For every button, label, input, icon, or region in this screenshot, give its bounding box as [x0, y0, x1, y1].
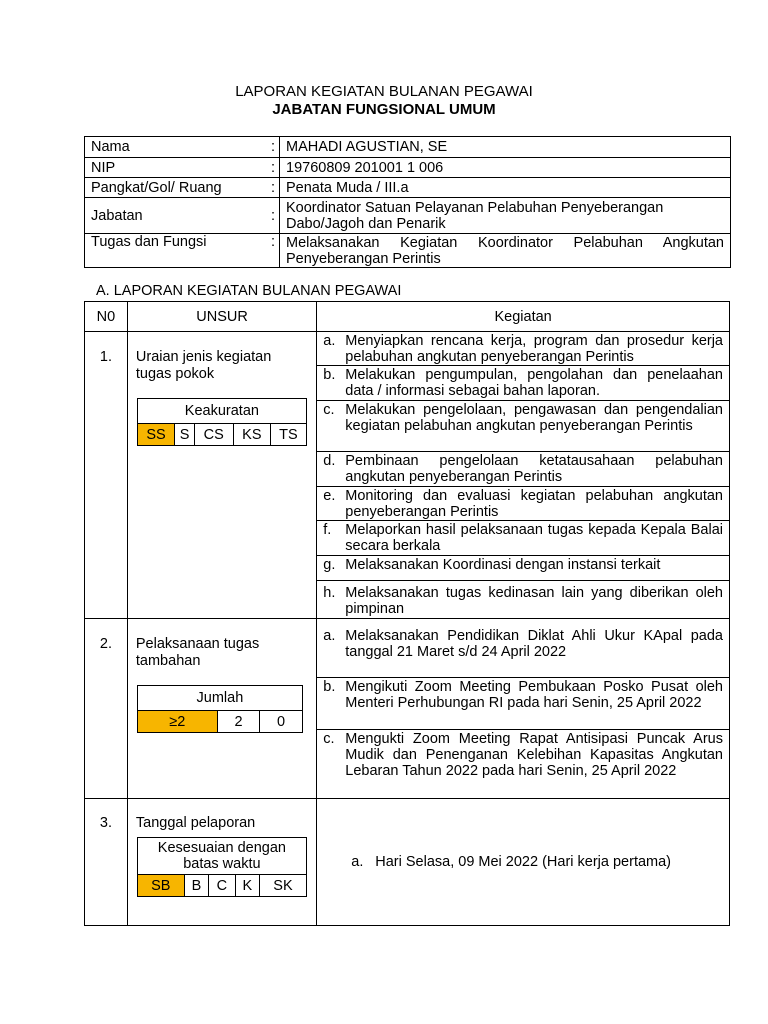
kegiatan-cell [317, 619, 730, 799]
item-text: Menyiapkan rencana kerja, program dan prosedur kerja pelabuhan angkutan penyeberangan Perintis [345, 333, 723, 365]
info-row-nama [85, 137, 731, 158]
item-text: Mengukti Zoom Meeting Rapat Antisipasi Puncak Arus Mudik dan Penenganan Kelebihan Kapasitas Angkutan Lebaran Tahun 2022 pada hari Senin, 25 April 2022 [345, 731, 723, 779]
table-header-row [85, 302, 730, 332]
list-item [317, 366, 729, 401]
unsur-text: Pelaksanaan tugas tambahan [135, 636, 260, 669]
row-number: 1. [85, 332, 128, 619]
item-letter: f. [323, 522, 332, 538]
item-letter: c. [323, 402, 335, 418]
list-item [317, 332, 729, 366]
item-text: Melaksanakan Pendidikan Diklat Ahli Ukur KApal pada tanggal 21 Maret s/d 24 April 2022 [345, 628, 723, 660]
table-row [85, 619, 730, 799]
info-colon: : [267, 234, 280, 268]
kesesuaian-scale [137, 837, 307, 897]
item-text: Melaksanakan tugas kedinasan lain yang diberikan oleh pimpinan [345, 585, 723, 617]
item-text: Melakukan pengumpulan, pengolahan dan penelaahan data / informasi sebagai bahan laporan. [345, 367, 723, 399]
list-item [317, 581, 729, 618]
unsur-cell [127, 619, 316, 799]
unsur-cell [127, 332, 316, 619]
header-kegiatan: Kegiatan [317, 302, 730, 332]
scale-option: TS [271, 424, 307, 446]
item-text: Pembinaan pengelolaan ketatausahaan pelabuhan angkutan penyeberangan Perintis [345, 453, 723, 485]
info-label: Tugas dan Fungsi [85, 234, 268, 268]
info-colon: : [267, 178, 280, 198]
info-row-nip [85, 158, 731, 178]
scale-option-highlighted: SB [137, 875, 184, 897]
list-item [317, 401, 729, 452]
list-item [317, 521, 729, 556]
report-subtitle: JABATAN FUNGSIONAL UMUM [272, 101, 496, 118]
list-item [317, 678, 729, 730]
section-a-heading: A. LAPORAN KEGIATAN BULANAN PEGAWAI [96, 283, 402, 299]
item-letter: b. [323, 367, 336, 383]
scale-option: K [235, 875, 260, 897]
info-row-pangkat [85, 178, 731, 198]
item-letter: a. [323, 333, 336, 349]
scale-option: 0 [260, 711, 303, 733]
list-item [317, 452, 729, 487]
list-item [317, 854, 729, 870]
kegiatan-cell [317, 332, 730, 619]
info-row-jabatan [85, 198, 731, 234]
scale-title: Jumlah [137, 686, 302, 711]
info-colon: : [267, 158, 280, 178]
info-value: MAHADI AGUSTIAN, SE [280, 137, 731, 158]
scale-option: SK [260, 875, 307, 897]
unsur-text: Uraian jenis kegiatan tugas pokok [135, 349, 272, 382]
scale-option: C [209, 875, 235, 897]
info-label: Jabatan [85, 198, 268, 234]
unsur-cell [127, 799, 316, 926]
scale-title: Kesesuaian dengan batas waktu [137, 838, 306, 875]
list-item [317, 619, 729, 678]
info-value: 19760809 201001 1 006 [280, 158, 731, 178]
scale-option: B [184, 875, 209, 897]
row-number: 3. [85, 799, 128, 926]
row-number: 2. [85, 619, 128, 799]
info-label: Pangkat/Gol/ Ruang [85, 178, 268, 198]
item-letter: h. [323, 585, 336, 601]
info-value: Melaksanakan Kegiatan Koordinator Pelabuhan Angkutan Penyeberangan Perintis [280, 234, 731, 268]
table-row [85, 332, 730, 619]
item-text: Melaksanakan Koordinasi dengan instansi terkait [345, 557, 661, 573]
item-text: Hari Selasa, 09 Mei 2022 (Hari kerja pertama) [375, 854, 672, 870]
kegiatan-cell [317, 799, 730, 926]
item-letter: c. [323, 731, 335, 747]
info-label: NIP [85, 158, 268, 178]
activity-table [84, 301, 730, 926]
item-letter: d. [323, 453, 336, 469]
item-text: Melakukan pengelolaan, pengawasan dan pengendalian kegiatan pelabuhan angkutan penyeberangan Perintis [345, 402, 723, 434]
list-item [317, 487, 729, 521]
scale-title: Keakuratan [137, 399, 306, 424]
scale-option-highlighted: SS [137, 424, 174, 446]
info-value: Koordinator Satuan Pelayanan Pelabuhan Penyeberangan Dabo/Jagoh dan Penarik [280, 198, 731, 234]
scale-option: S [175, 424, 195, 446]
list-item [317, 556, 729, 581]
item-text: Melaporkan hasil pelaksanaan tugas kepada Kepala Balai secara berkala [345, 522, 723, 554]
scale-option: KS [233, 424, 270, 446]
item-letter: a. [323, 628, 336, 644]
jumlah-scale [137, 685, 303, 733]
scale-option: CS [194, 424, 233, 446]
table-row [85, 799, 730, 926]
keakuratan-scale [137, 398, 307, 446]
header-no: N0 [85, 302, 128, 332]
item-letter: a. [351, 854, 364, 870]
employee-info-table [84, 136, 731, 268]
info-row-tugas [85, 234, 731, 268]
item-text: Mengikuti Zoom Meeting Pembukaan Posko Pusat oleh Menteri Perhubungan RI pada hari Senin, 25 April 2022 [345, 679, 723, 711]
header-unsur: UNSUR [127, 302, 316, 332]
info-colon: : [267, 198, 280, 234]
info-value: Penata Muda / III.a [280, 178, 731, 198]
item-letter: e. [323, 488, 336, 504]
info-label: Nama [85, 137, 268, 158]
item-letter: b. [323, 679, 336, 695]
report-title: LAPORAN KEGIATAN BULANAN PEGAWAI [235, 83, 533, 100]
list-item [317, 730, 729, 797]
info-colon: : [267, 137, 280, 158]
item-letter: g. [323, 557, 336, 573]
item-text: Monitoring dan evaluasi kegiatan pelabuhan angkutan penyeberangan Perintis [345, 488, 723, 520]
unsur-text: Tanggal pelaporan [135, 815, 256, 831]
scale-option-highlighted: ≥2 [137, 711, 217, 733]
scale-option: 2 [217, 711, 260, 733]
